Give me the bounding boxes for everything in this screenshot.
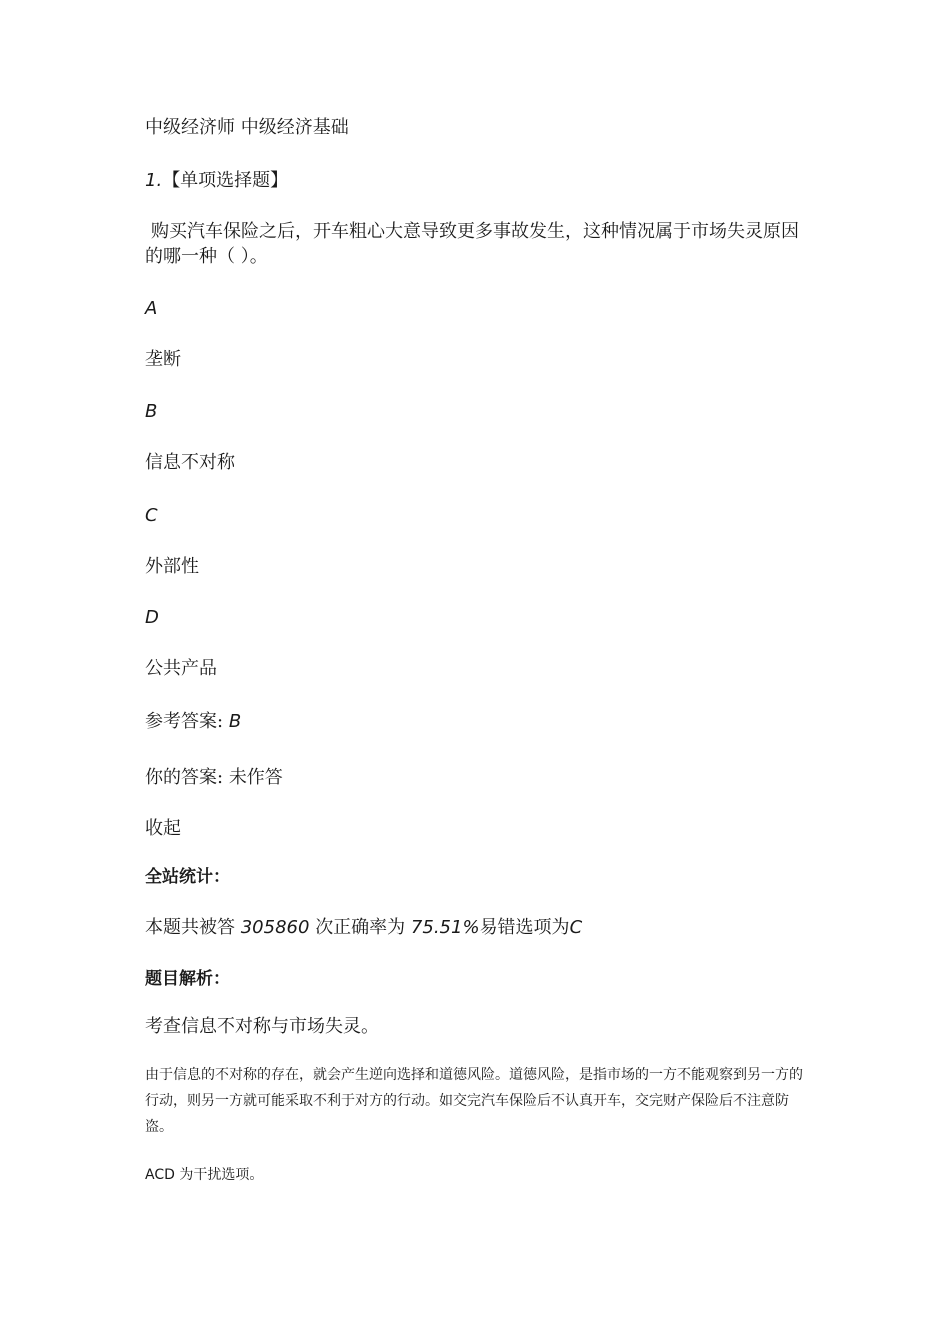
option-a-letter: A [145,298,158,319]
stats-count: 305860 [240,917,310,938]
option-b-text: 信息不对称 [145,452,235,473]
analysis-heading: 题目解析： [145,969,230,989]
collapse-link[interactable]: 收起 [145,818,181,839]
reference-answer-label: 参考答案: [145,711,224,732]
document-title: 中级经济师 中级经济基础 [145,117,349,138]
your-answer-value: 未作答 [228,767,283,788]
stats-line [145,916,582,940]
question-type: 【单项选择题】 [162,170,289,191]
stats-prefix: 本题共被答 [145,917,235,938]
option-c-text: 外部性 [145,556,199,577]
option-d-text: 公共产品 [145,658,217,679]
stats-suffix: 易错选项为 [479,917,570,938]
option-a-text: 垄断 [145,349,181,370]
analysis-note: ACD 为干扰选项。 [145,1167,264,1183]
question-header [145,169,288,193]
analysis-summary: 考查信息不对称与市场失灵。 [145,1016,379,1037]
your-answer-label: 你的答案: [145,767,224,788]
stats-mid: 次正确率为 [315,917,406,938]
question-number: 1. [145,170,163,191]
analysis-detail: 由于信息的不对称的存在，就会产生逆向选择和道德风险。道德风险，是指市场的一方不能观察到另一方的行动，则另一方就可能采取不利于对方的行动。如交完汽车保险后不认真开车，交完财产保险后不注意防盗。 [145,1067,803,1135]
question-stem: 购买汽车保险之后，开车粗心大意导致更多事故发生，这种情况属于市场失灵原因的哪一种（ ）。 [145,221,799,267]
option-b-letter: B [145,401,158,422]
reference-answer [145,710,241,734]
your-answer [145,766,283,790]
option-d-letter: D [145,607,159,628]
option-c-letter: C [145,505,158,526]
stats-rate: 75.51% [410,917,480,938]
reference-answer-value: B [228,711,242,732]
stats-wrong-option: C [569,917,583,938]
stats-heading: 全站统计： [145,867,230,887]
